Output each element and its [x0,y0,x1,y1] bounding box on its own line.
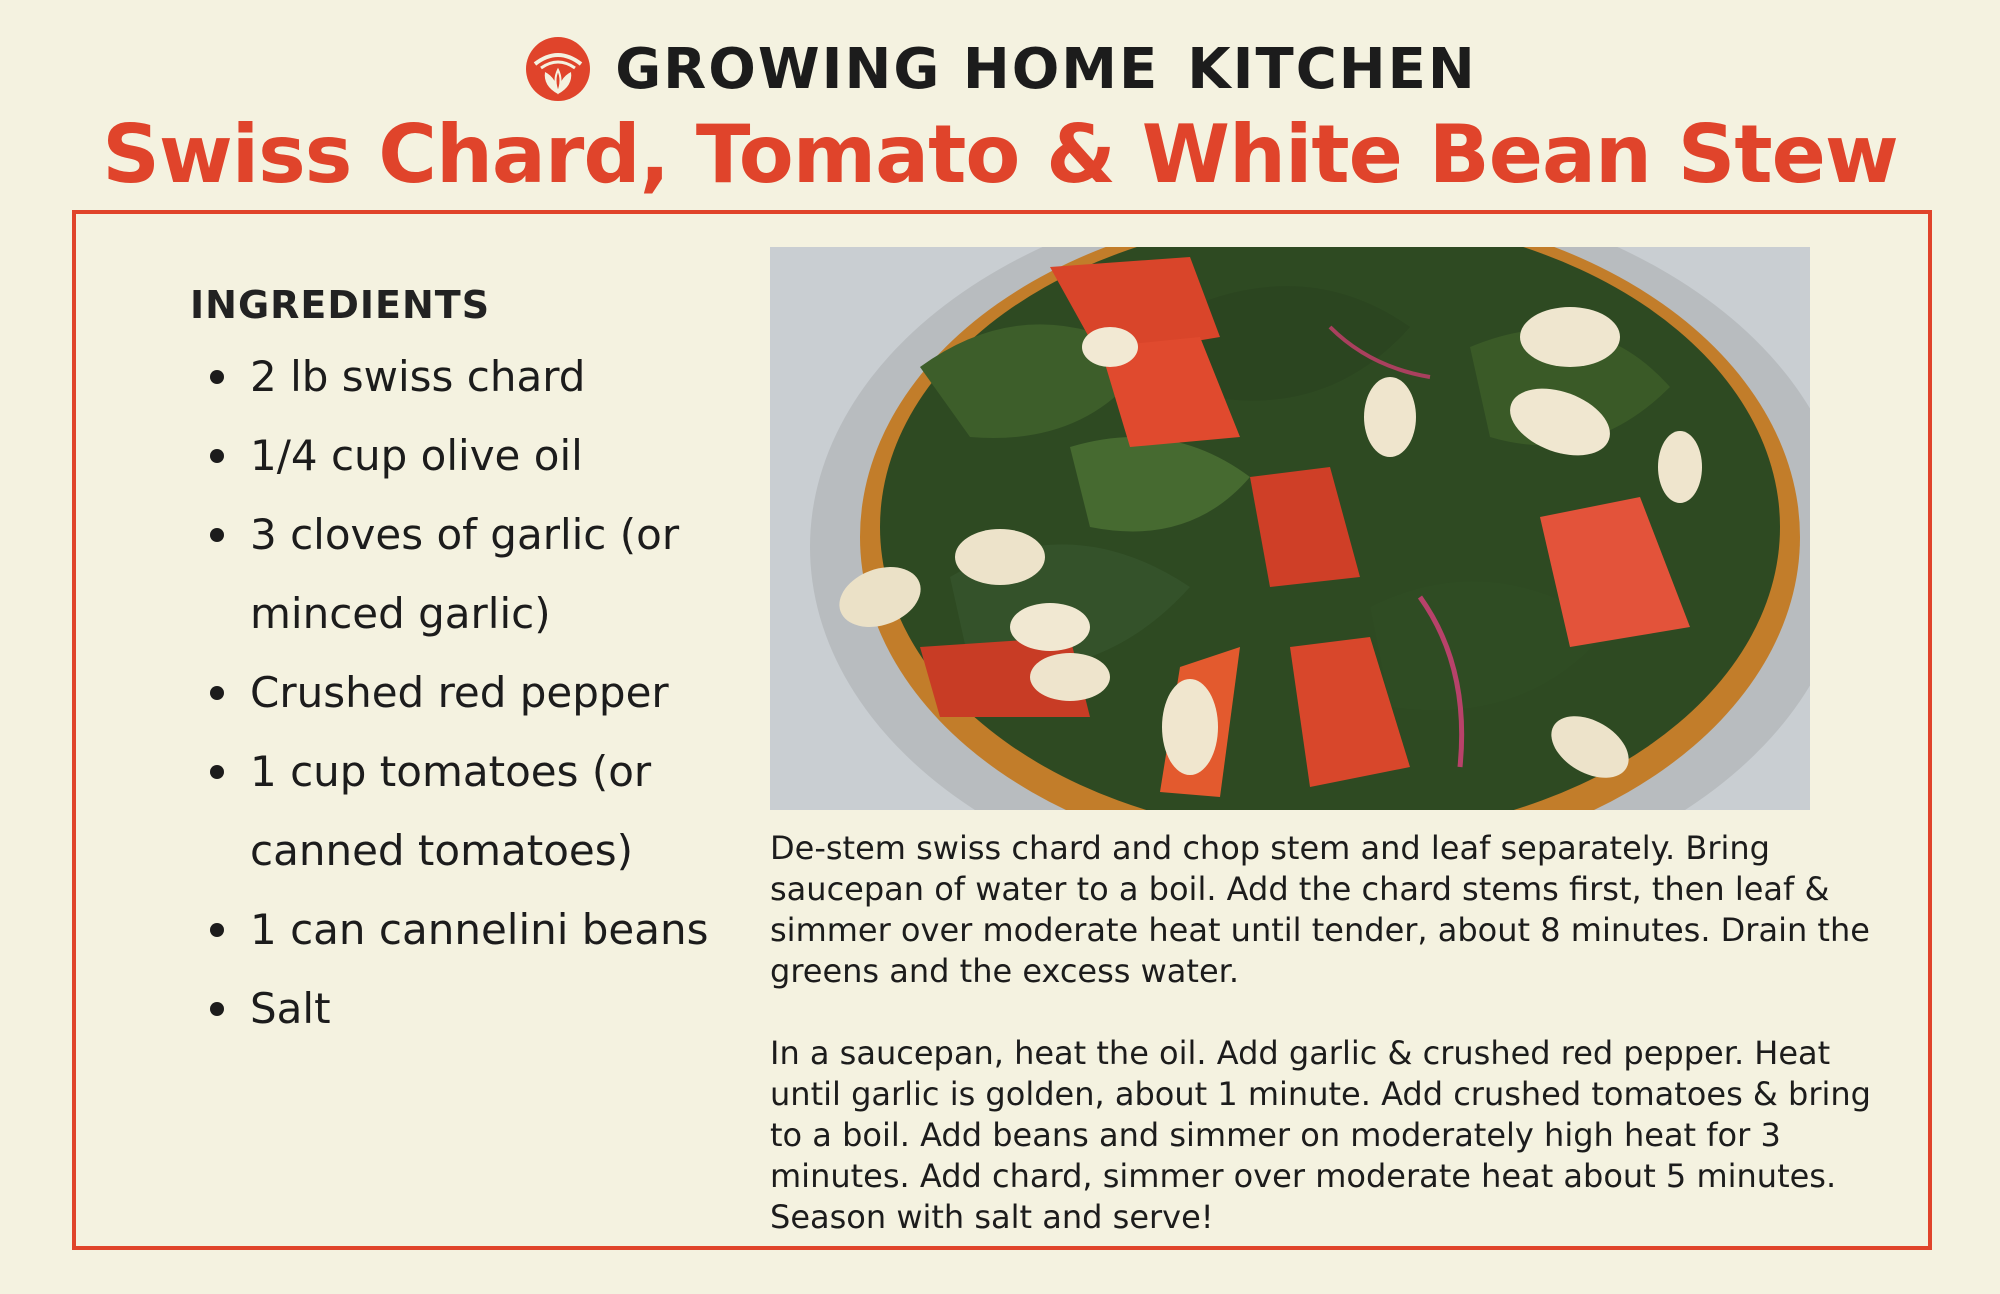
ingredient-text: 1/4 cup olive oil [250,431,583,480]
bullet-icon [210,528,224,542]
method-paragraph: De-stem swiss chard and chop stem and leaf separately. Bring saucepan of water to a boil. Add the chard stems first, then leaf & simmer over moderate heat until tender, about 8 minutes. Drain the greens and the excess water. [770,829,1870,990]
bullet-icon [210,370,224,384]
ingredient-item [190,416,750,495]
ingredient-text: Crushed red pepper [250,668,669,717]
ingredient-item [190,969,750,1048]
brand-header [0,34,2000,104]
ingredients-list [190,337,750,1048]
method-section [770,828,1890,1279]
brand-name-growing-home: GROWING HOME [615,36,1160,102]
ingredient-text: 3 cloves of garlic (or minced garlic) [250,510,680,638]
bullet-icon [210,923,224,937]
stew-illustration [770,247,1810,810]
ingredients-heading: INGREDIENTS [190,283,491,327]
ingredient-item [190,732,750,890]
ingredient-text: Salt [250,984,331,1033]
ingredient-text: 1 cup tomatoes (or canned tomatoes) [250,747,652,875]
method-paragraph: In a saucepan, heat the oil. Add garlic & crushed red pepper. Heat until garlic is golden, about 1 minute. Add crushed tomatoes & bring to a boil. Add beans and simmer on moderately high heat for 3 minutes. Add chard, simmer over moderate heat about 5 minutes. Season with salt and serve! [770,1034,1871,1236]
recipe-title: Swiss Chard, Tomato & White Bean Stew [102,108,1898,201]
ingredient-item [190,890,750,969]
ingredient-item [190,495,750,653]
ingredient-text: 2 lb swiss chard [250,352,586,401]
stew-photo [770,247,1810,810]
bullet-icon [210,1002,224,1016]
bullet-icon [210,686,224,700]
bullet-icon [210,765,224,779]
ingredient-item [190,653,750,732]
ingredient-item [190,337,750,416]
brand-name-kitchen: KITCHEN [1187,36,1477,102]
leaf-sprout-logo-icon [523,34,593,104]
ingredient-text: 1 can cannelini beans [250,905,709,954]
bullet-icon [210,449,224,463]
ingredients-section [190,283,750,1048]
brand-name [615,37,1477,102]
